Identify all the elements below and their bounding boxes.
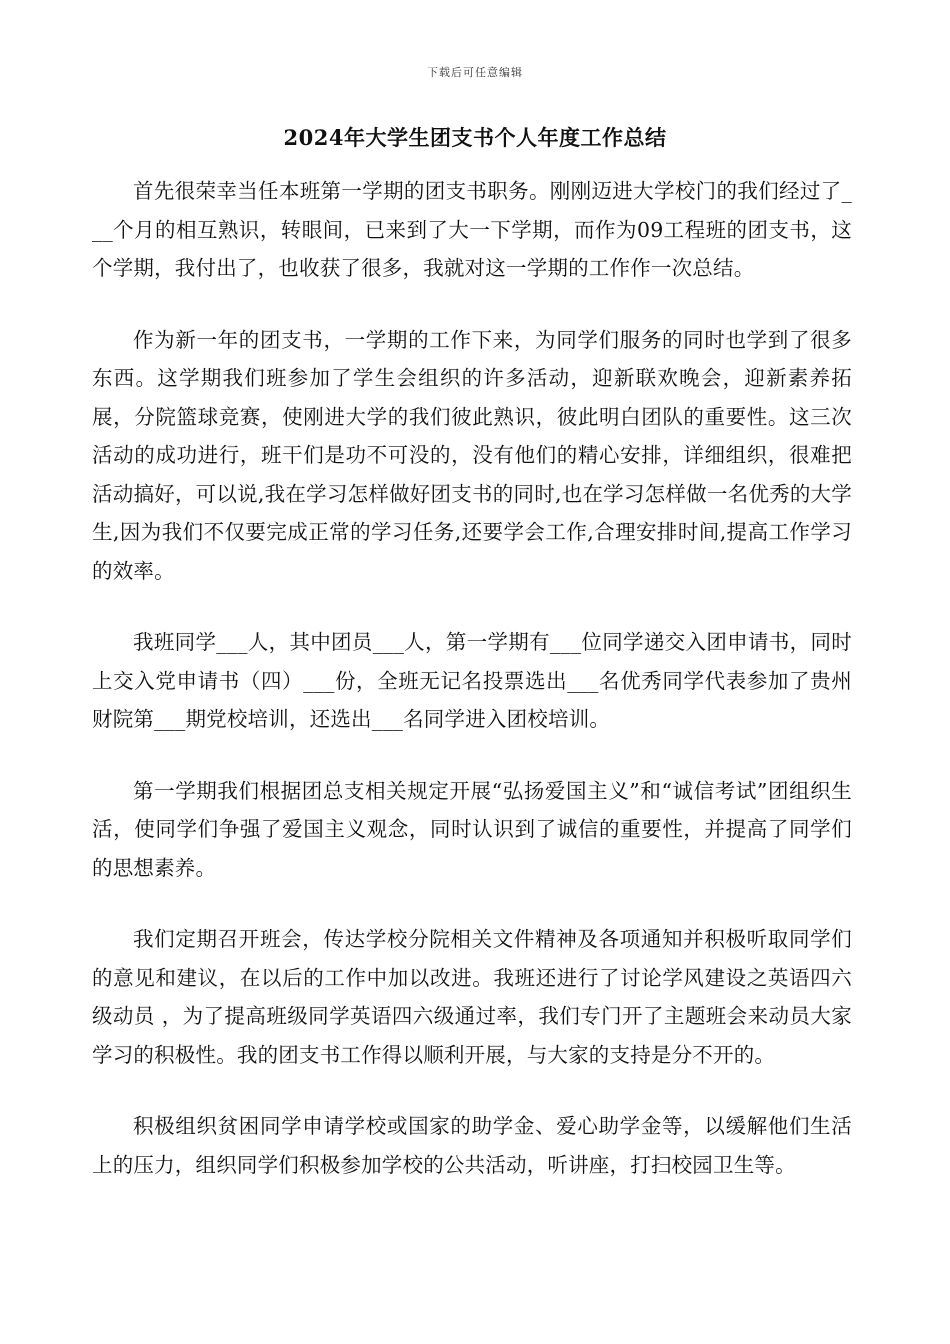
header-note: 下载后可任意编辑	[427, 66, 523, 79]
paragraph: 第一学期我们根据团总支相关规定开展“弘扬爱国主义”和“诚信考试”团组织生活，使同学们争强了爱国主义观念，同时认识到了诚信的重要性，并提高了同学们的思想素养。	[92, 778, 852, 880]
paragraph: 首先很荣幸当任本班第一学期的团支书职务。刚刚迈进大学校门的我们经过了___个月的相互熟识，转眼间，已来到了大一下学期，而作为09工程班的团支书，这个学期，我付出了，也收获了很多，我就对这一学期的工作作一次总结。	[92, 179, 852, 280]
document-title: 2024年大学生团支书个人年度工作总结	[283, 125, 667, 150]
paragraph: 我班同学___人，其中团员___人，第一学期有___位同学递交入团申请书，同时上交入党申请书（四）___份，全班无记名投票选出___名优秀同学代表参加了贵州财院第___期党校培训，还选出___名同学进入团校培训。	[92, 630, 852, 731]
paragraph: 我们定期召开班会，传达学校分院相关文件精神及各项通知并积极听取同学们的意见和建议，在以后的工作中加以改进。我班还进行了讨论学风建设之英语四六级动员 ，为了提高班级同学英语四六级通过率，我们专门开了主题班会来动员大家学习的积极性。我的团支书工作得以顺利开展，与大家的支持是分不开的。	[92, 927, 852, 1067]
paragraph: 作为新一年的团支书，一学期的工作下来，为同学们服务的同时也学到了很多东西。这学期我们班参加了学生会组织的许多活动，迎新联欢晚会，迎新素养拓展，分院篮球竞赛，使刚进大学的我们彼此熟识，彼此明白团队的重要性。这三次活动的成功进行，班干们是功不可没的，没有他们的精心安排，详细组织，很难把活动搞好，可以说,我在学习怎样做好团支书的同时,也在学习怎样做一名优秀的大学生,因为我们不仅要完成正常的学习任务,还要学会工作,合理安排时间,提高工作学习的效率。	[92, 327, 852, 583]
document-body	[92, 172, 852, 1217]
paragraph: 积极组织贫困同学申请学校或国家的助学金、爱心助学金等，以缓解他们生活上的压力，组织同学们积极参加学校的公共活动，听讲座，打扫校园卫生等。	[92, 1114, 852, 1177]
